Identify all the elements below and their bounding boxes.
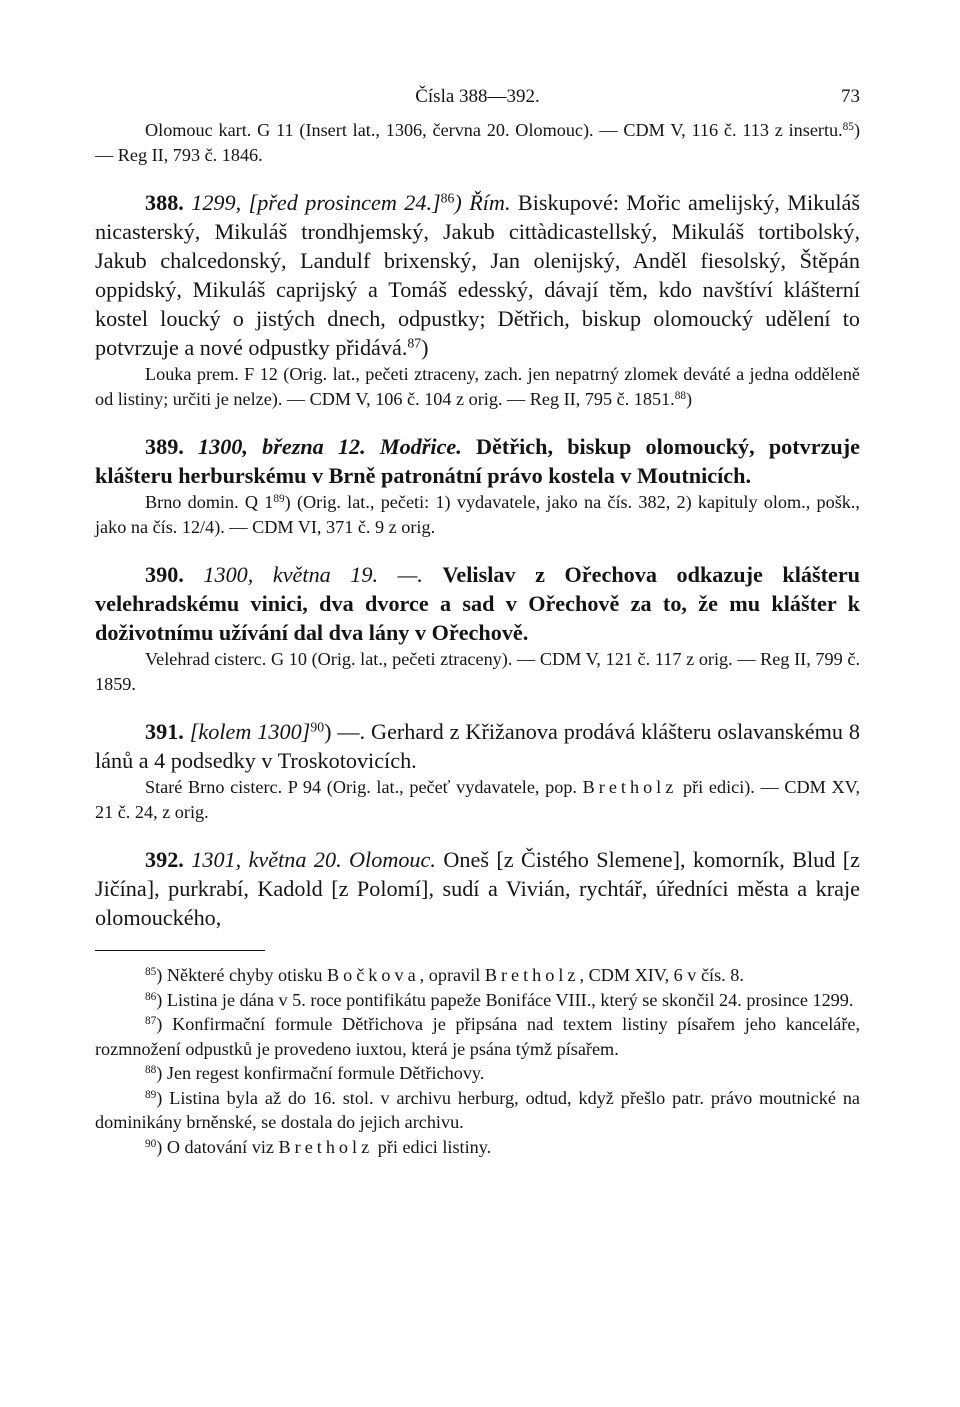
source-text-2: při edici). — CDM XV, 21 č. 24, z orig. — [95, 777, 860, 822]
footnote-mark: 89 — [145, 1088, 157, 1101]
footnote-ref-89: 89 — [273, 492, 285, 505]
footnote-ref-87: 87 — [407, 335, 422, 351]
entry-dash: ) —. — [324, 719, 366, 744]
source-text-1: Brno domin. Q 1 — [145, 492, 274, 512]
footnote-text: Konfirmační formule Dětřichova je připsána nad textem listiny písařem jeho kanceláře, rozmnožení odpustků je provedeno iuxtou, která je psána týmž písařem. — [95, 1014, 861, 1059]
footnote-close-paren: ) — [156, 1014, 163, 1034]
entry-number: 388. — [145, 190, 184, 215]
entry-body: Oneš [z Čistého Slemene], komorník, Blud [z Jičína], purkrabí, Kadold [z Polomí], sudí a Vivián, rychtář, úředníci města a kraje olomouckého, — [95, 847, 861, 930]
footnote-author: Bretholz — [484, 965, 580, 985]
footnotes — [95, 963, 860, 1159]
footnote-text: Listina byla až do 16. stol. v archivu herburg, odtud, když přešlo patr. právo moutnické na dominikány brněnské, se dostala do jejich archivu. — [95, 1087, 861, 1132]
source-note-388 — [95, 362, 860, 412]
footnote-86 — [95, 988, 860, 1013]
intro-text-1: Olomouc kart. G 11 (Insert lat., 1306, června 20. Olomouc). — CDM V, 116 č. 113 z insertu. — [145, 120, 843, 140]
regest-390 — [95, 560, 860, 647]
footnote-85 — [95, 963, 860, 988]
footnote-90 — [95, 1135, 860, 1160]
footnote-87 — [95, 1012, 860, 1061]
footnote-close-paren: ) — [156, 1136, 163, 1157]
footnote-ref-85: 85 — [842, 120, 854, 133]
footnote-88 — [95, 1061, 860, 1086]
source-text-1: Louka prem. F 12 (Orig. lat., pečeti ztraceny, zach. jen nepatrný zlomek deváté a jedna odděleně od listiny; určiti je nelze). — CDM V, 106 č. 104 z orig. — Reg II, 795 č. 1851. — [95, 364, 860, 409]
footnote-ref-88: 88 — [674, 389, 686, 402]
running-title: Čísla 388—392. — [415, 86, 540, 107]
regest-392 — [95, 845, 860, 932]
entry-number: 390. — [145, 562, 184, 587]
entry-body: Biskupové: Mořic amelijský, Mikuláš nicasterský, Mikuláš trondhjemský, Jakub cittàdicastellský, Mikuláš tortibolský, Jakub chalcedonský, Landulf brixenský, Jan olenijský, Anděl fiesolský, Štěpán oppidský, Mikuláš caprijský a Tomáš edesský, dávají těm, kdo navštíví klášterní kostel loucký o jistých dnech, odpustky; Dětřich, biskup olomoucký udělení to potvrzuje a nové odpustky přidává. — [95, 190, 860, 360]
entry-body: Dětřich, biskup olomoucký, potvrzuje klášteru herburskému v Brně patronátní právo kostela v Moutnicích. — [95, 434, 861, 488]
footnote-text: Některé chyby otisku — [166, 965, 323, 985]
footnote-ref-90: 90 — [310, 719, 325, 735]
source-author: Bretholz — [582, 777, 678, 797]
footnote-text: O datování viz — [166, 1136, 274, 1157]
entry-number: 391. — [145, 719, 184, 744]
page-number: 73 — [841, 86, 860, 107]
entry-body: Velislav z Ořechova odkazuje klášteru velehradskému vinici, dva dvorce a sad v Ořechově za to, že mu klášter k doživotnímu užívání dal dva lány v Ořechově. — [95, 562, 861, 645]
footnote-close-paren: ) — [156, 989, 163, 1010]
footnote-close-paren: ) — [156, 965, 163, 985]
footnote-close-paren: ) — [156, 1087, 163, 1108]
footnote-mark: 85 — [145, 965, 157, 978]
footnote-text: Jen regest konfirmační formule Dětřichovy. — [166, 1063, 485, 1083]
entry-place: ) Řím. — [454, 190, 511, 215]
source-note-389 — [95, 490, 860, 540]
source-text-1: Staré Brno cisterc. P 94 (Orig. lat., pečeť vydavatele, pop. — [145, 777, 577, 797]
source-note-390: Velehrad cisterc. G 10 (Orig. lat., pečeti ztraceny). — CDM V, 121 č. 117 z orig. — Reg II, 799 č. 1859. — [95, 649, 860, 694]
footnote-text: , opravil — [419, 965, 481, 985]
entry-date: 1300, května 19. —. — [203, 562, 423, 587]
source-text-2: ) (Orig. lat., pečeti: 1) vydavatele, jako na čís. 382, 2) kapituly olom., pošk., jako na čís. 12/4). — CDM VI, 371 č. 9 z orig. — [95, 492, 860, 537]
footnote-text: , CDM XIV, 6 v čís. 8. — [579, 965, 744, 985]
regest-391 — [95, 717, 860, 775]
entry-390 — [95, 560, 860, 697]
footnote-text: při edici listiny. — [377, 1136, 492, 1157]
footnote-author: Bretholz — [278, 1136, 374, 1157]
entry-date: 1301, května 20. Olomouc. — [191, 847, 436, 872]
entry-389 — [95, 432, 860, 540]
entry-body: Gerhard z Křižanova prodává klášteru oslavanskému 8 lánů a 4 podsedky v Troskotovicích. — [95, 719, 861, 773]
footnote-separator — [95, 950, 265, 951]
page — [95, 86, 860, 1159]
footnote-mark: 90 — [145, 1137, 157, 1150]
entry-392 — [95, 845, 860, 932]
footnote-author: Bočkova — [326, 965, 420, 985]
running-head — [95, 86, 860, 118]
footnote-close-paren: ) — [156, 1063, 163, 1083]
regest-389 — [95, 432, 860, 490]
entry-388 — [95, 188, 860, 412]
entry-number: 389. — [145, 434, 184, 459]
entry-date: [kolem 1300] — [189, 719, 311, 744]
entry-date: 1299, [před prosincem 24.] — [191, 190, 441, 215]
intro-source-note — [95, 118, 860, 168]
entry-date: 1300, března 12. Modřice. — [198, 434, 462, 459]
entry-number: 392. — [145, 847, 184, 872]
footnote-89 — [95, 1086, 860, 1135]
source-note-391 — [95, 775, 860, 825]
footnote-text: Listina je dána v 5. roce pontifikátu papeže Bonifáce VIII., který se skončil 24. prosince 1299. — [166, 989, 854, 1010]
entry-body-close: ) — [421, 335, 429, 360]
entry-391 — [95, 717, 860, 825]
footnote-ref-86: 86 — [440, 190, 455, 206]
footnote-mark: 86 — [145, 990, 157, 1003]
footnote-mark: 87 — [145, 1014, 157, 1027]
intro-text-2: ) — Reg II, 793 č. 1846. — [95, 120, 860, 165]
footnote-mark: 88 — [145, 1063, 157, 1076]
source-text-2: ) — [686, 389, 693, 409]
regest-388 — [95, 188, 860, 362]
